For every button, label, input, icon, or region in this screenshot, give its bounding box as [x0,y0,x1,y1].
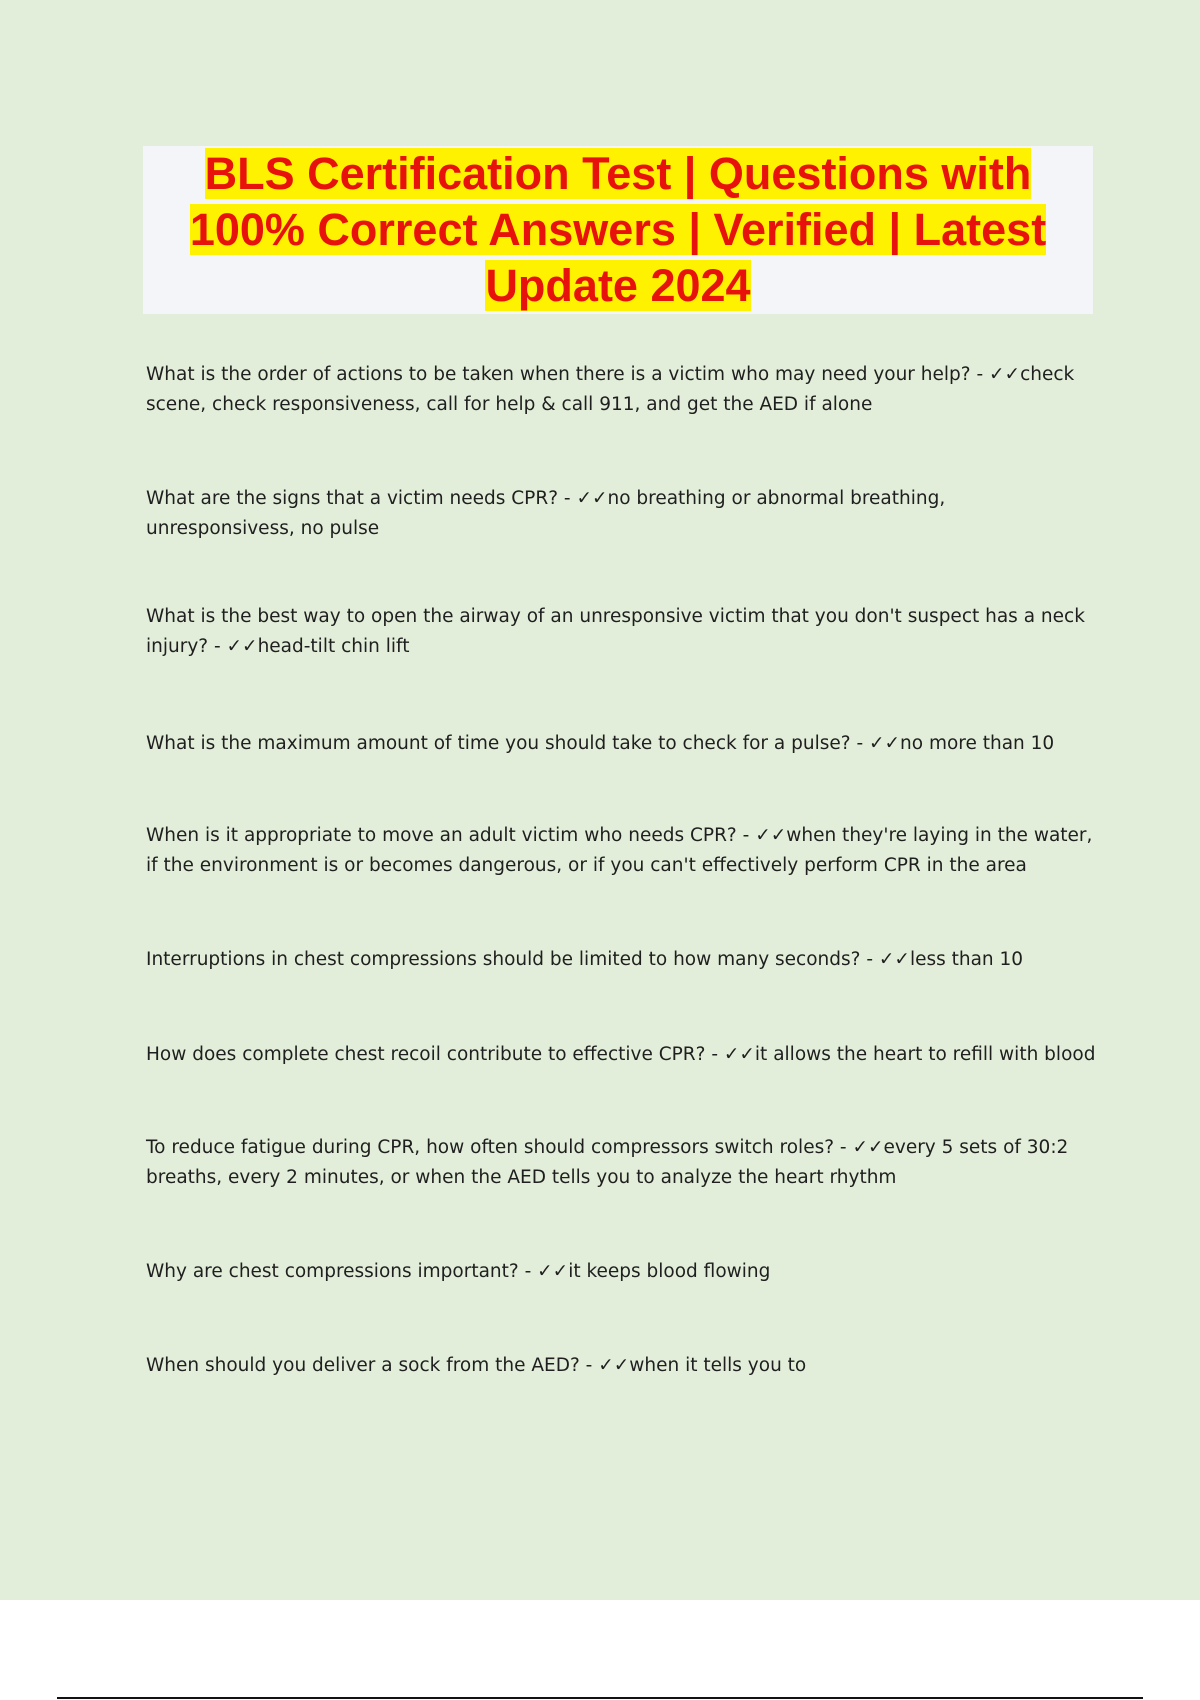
question-text: When should you deliver a sock from the AED? - [146,1355,599,1376]
document-title [143,146,1093,314]
title-box [143,146,1093,314]
qa-item-4 [146,729,1096,759]
question-text: To reduce fatigue during CPR, how often should compressors switch roles? - [146,1137,853,1158]
qa-item-1 [146,360,1096,420]
title-line-1: BLS Certification Test | Questions with [204,148,1032,199]
checkmark-icon: ✓✓ [537,1261,569,1282]
question-text: What is the best way to open the airway of an unresponsive victim that you don't suspect has a neck injury? - [146,606,1085,657]
checkmark-icon: ✓✓ [852,1137,884,1158]
qa-item-2 [146,484,1096,544]
qa-item-8 [146,1133,1096,1193]
answer-text: it keeps blood flowing [568,1261,771,1282]
footer-divider [57,1697,1143,1699]
checkmark-icon: ✓✓ [755,825,787,846]
title-line-2: 100% Correct Answers | Verified | Latest [189,204,1047,255]
answer-text: head-tilt chin lift [257,636,410,657]
question-text: How does complete chest recoil contribute to effective CPR? - [146,1044,724,1065]
checkmark-icon: ✓✓ [576,488,608,509]
answer-text: no more than 10 [900,733,1055,754]
qa-item-7 [146,1040,1096,1070]
checkmark-icon: ✓✓ [869,733,901,754]
checkmark-icon: ✓✓ [598,1355,630,1376]
answer-text: check scene, check responsiveness, call for help & call 911, and get the AED if alone [146,364,1075,415]
question-text: What is the maximum amount of time you should take to check for a pulse? - [146,733,869,754]
question-text: What is the order of actions to be taken when there is a victim who may need your help? - [146,364,990,385]
answer-text: when it tells you to [629,1355,807,1376]
qa-item-3 [146,602,1096,662]
checkmark-icon: ✓✓ [989,364,1021,385]
answer-text: no breathing or abnormal breathing, unresponsivess, no pulse [146,488,946,539]
checkmark-icon: ✓✓ [226,636,258,657]
question-text: What are the signs that a victim needs CPR? - [146,488,577,509]
qa-item-10 [146,1351,1096,1381]
checkmark-icon: ✓✓ [723,1044,755,1065]
qa-item-9 [146,1257,1096,1287]
answer-text: it allows the heart to refill with blood [754,1044,1096,1065]
qa-item-6 [146,945,1096,975]
checkmark-icon: ✓✓ [878,949,910,970]
question-text: When is it appropriate to move an adult victim who needs CPR? - [146,825,756,846]
question-text: Why are chest compressions important? - [146,1261,538,1282]
qa-item-5 [146,821,1096,881]
title-line-3: Update 2024 [485,260,751,311]
answer-text: when they're laying in the water, if the environment is or becomes dangerous, or if you can't effectively perform CPR in the area [146,825,1093,876]
question-text: Interruptions in chest compressions should be limited to how many seconds? - [146,949,879,970]
answer-text: less than 10 [909,949,1024,970]
answer-text: every 5 sets of 30:2 breaths, every 2 minutes, or when the AED tells you to analyze the heart rhythm [146,1137,1069,1188]
